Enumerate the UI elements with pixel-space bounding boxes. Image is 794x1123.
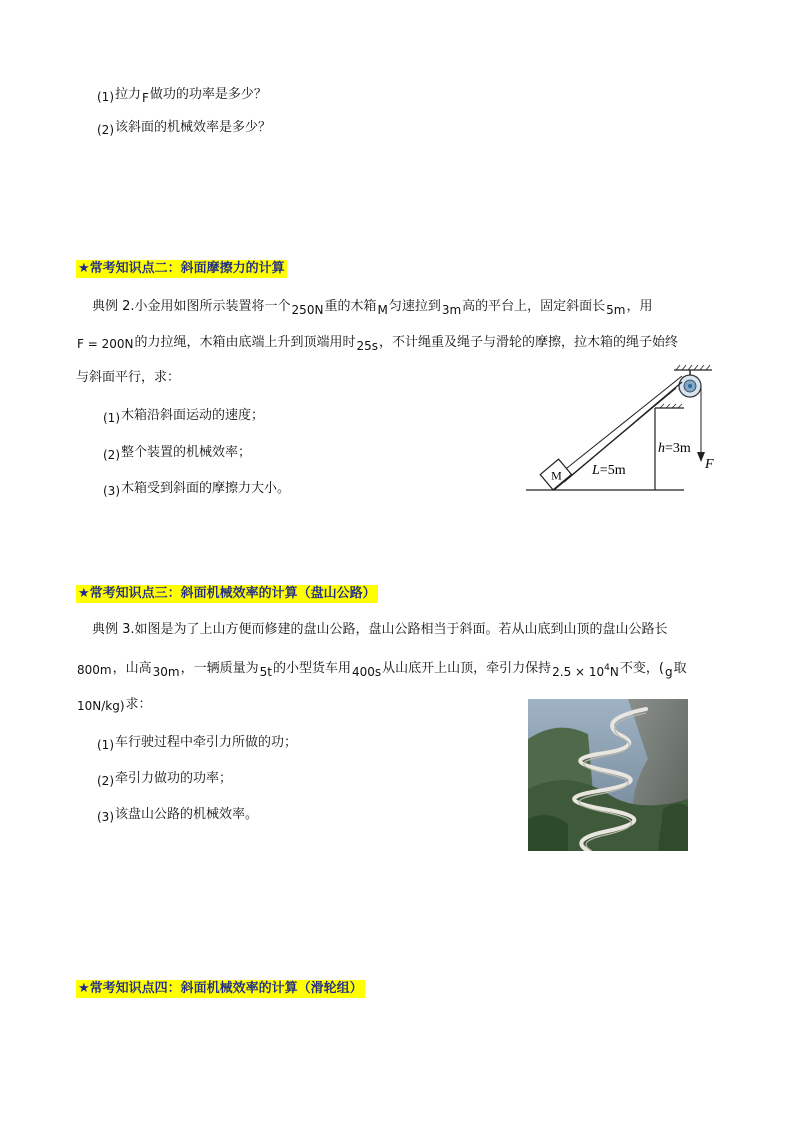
value-height: 3m (441, 303, 462, 317)
question-number: (3) (97, 810, 114, 824)
example-2-line-1 (92, 296, 653, 317)
length-label (591, 463, 626, 478)
question-text: 牵引力做功的功率； (115, 771, 233, 786)
section-heading-4: ★常考知识点四：斜面机械效率的计算（滑轮组） (78, 981, 363, 996)
height-value: =3m (665, 441, 691, 456)
value-g-unit: 10N/kg) (77, 699, 125, 713)
question-number: (2) (97, 123, 114, 137)
question-number: (2) (97, 774, 114, 788)
force-unit: N (609, 665, 619, 679)
question-prev-2 (97, 117, 271, 138)
text: ，山高 (112, 661, 152, 676)
question-number: (1) (97, 738, 114, 752)
mountain-road-photo (528, 699, 688, 851)
incline-diagram (524, 362, 714, 494)
question-text: 该斜面的机械效率是多少？ (115, 120, 272, 135)
value-mass: 5t (259, 665, 272, 679)
question-2-3 (103, 478, 290, 499)
question-number: (1) (97, 90, 114, 104)
question-text: 拉力 (115, 87, 142, 102)
text: 的小型货车用 (272, 661, 351, 676)
example-2-line-3: 与斜面平行，求： (76, 370, 181, 385)
value-box: M (377, 303, 388, 317)
ceiling-hatch (676, 365, 710, 370)
section-heading-2: ★常考知识点二：斜面摩擦力的计算 (78, 261, 285, 276)
example-3-line-2 (76, 658, 687, 680)
height-label (658, 441, 691, 456)
question-number: (2) (103, 448, 120, 462)
force-mantissa: 2.5 × 10 (552, 665, 605, 679)
value-time: 25s (356, 339, 379, 353)
text: 高的平台上，固定斜面长 (462, 299, 606, 314)
text: ，不计绳重及绳子与滑轮的摩擦，拉木箱的绳子始终 (379, 335, 679, 350)
question-number: (3) (103, 484, 120, 498)
mountain-road-illustration (528, 699, 688, 851)
question-3-1 (97, 732, 297, 753)
force-exponent: 4 (604, 663, 610, 673)
length-var: L (592, 463, 600, 478)
platform-hatch (660, 404, 682, 408)
height-var: h (658, 441, 665, 456)
question-text: 做功的功率是多少？ (149, 87, 267, 102)
question-2-1 (103, 405, 264, 426)
rope-incline (562, 376, 682, 472)
question-2-2 (103, 442, 251, 463)
text: 匀速拉到 (388, 299, 441, 314)
force-label: F (705, 457, 714, 472)
section-heading-3: ★常考知识点三：斜面机械效率的计算（盘山公路） (78, 586, 376, 601)
question-text: 木箱受到斜面的摩擦力大小。 (121, 481, 291, 496)
question-text: 该盘山公路的机械效率。 (115, 807, 259, 822)
text: ，用 (626, 299, 653, 314)
value-g: g (664, 665, 673, 679)
question-3-3 (97, 804, 258, 825)
text: 求： (125, 697, 152, 712)
pulley-axle (688, 384, 692, 388)
value-length: 5m (606, 303, 626, 317)
example-3-line-1: 典例 3.如图是为了上山方便而修建的盘山公路，盘山公路相当于斜面。若从山底到山顶的盘山公路长 (92, 622, 668, 637)
text: 取 (673, 661, 687, 676)
text: 从山底开上山顶，牵引力保持 (382, 661, 552, 676)
value-time: 400s (351, 665, 382, 679)
question-prev-1 (97, 84, 267, 105)
length-value: =5m (599, 463, 626, 478)
question-3-2 (97, 768, 232, 789)
text: 重的木箱 (324, 299, 377, 314)
text: ，一辆质量为 (180, 661, 259, 676)
question-number: (1) (103, 411, 120, 425)
value-force (551, 665, 620, 679)
value-height: 30m (152, 665, 180, 679)
variable-f: F (142, 91, 149, 105)
value-force: F = 200N (77, 337, 134, 351)
question-text: 整个装置的机械效率； (121, 445, 252, 460)
example-3-line-3 (76, 694, 152, 715)
question-text: 木箱沿斜面运动的速度； (121, 408, 265, 423)
text: 不变，( (619, 661, 664, 676)
value-road-length: 800m (77, 663, 112, 677)
box-m (540, 459, 571, 490)
value-weight: 250N (291, 303, 324, 317)
box-label: M (551, 468, 562, 483)
text: 典例 2.小金用如图所示装置将一个 (92, 299, 291, 314)
text: 的力拉绳，木箱由底端上升到顶端用时 (134, 335, 356, 350)
question-text: 车行驶过程中牵引力所做的功； (115, 735, 298, 750)
force-arrow (697, 452, 705, 462)
example-2-line-2 (76, 332, 678, 353)
